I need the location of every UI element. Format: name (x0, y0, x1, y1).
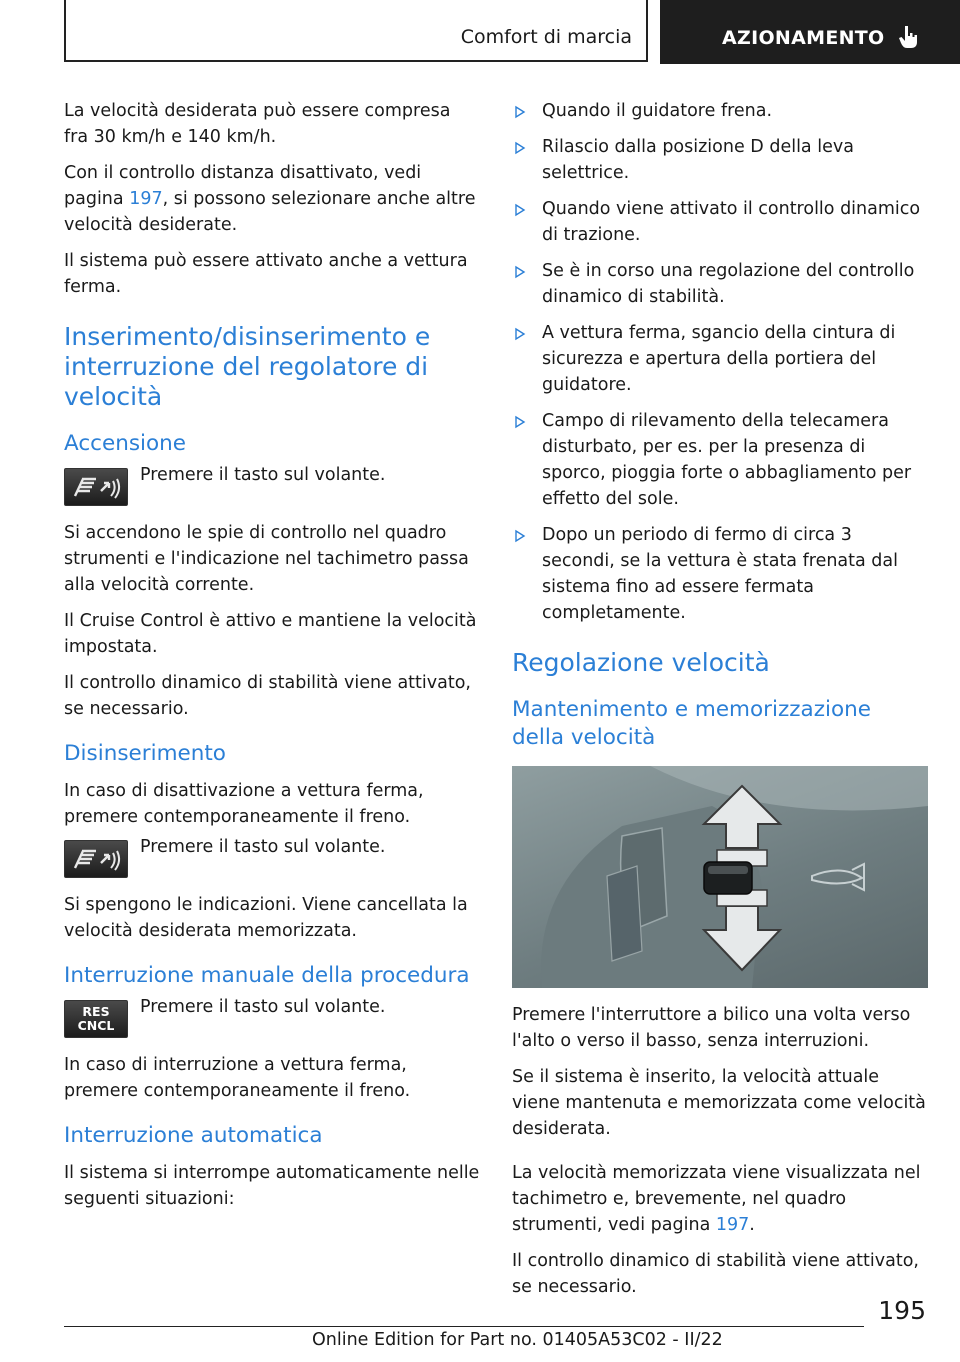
cruise-control-button-icon (64, 840, 128, 878)
paragraph-off-brake: In caso di disattivazione a vettura ferma, premere contemporaneamente il freno. (64, 781, 424, 827)
header-section-title: Comfort di marcia (460, 26, 632, 48)
triangle-bullet-icon (514, 529, 526, 543)
list-item: Dopo un periodo di fermo di circa 3 secondi, se la vettura è stata frenata dal sistema fino ad essere fermata completamente. (512, 522, 928, 626)
header-chapter-tab (660, 0, 960, 64)
triangle-bullet-icon (514, 265, 526, 279)
heading-switch-on: Accensione (64, 431, 187, 456)
list-item: A vettura ferma, sgancio della cintura di sicurezza e apertura della portiera del guidatore. (512, 320, 928, 398)
heading-switch-off: Disinserimento (64, 741, 226, 766)
hand-pointer-icon (896, 24, 922, 54)
triangle-bullet-icon (514, 203, 526, 217)
triangle-bullet-icon (514, 327, 526, 341)
heading-auto-interrupt: Interruzione automatica (64, 1123, 323, 1148)
cruise-control-button-icon (64, 468, 128, 506)
list-item: Campo di rilevamento della telecamera disturbato, per es. per la presenza di sporco, pioggia forte o abbagliamento per effetto del sole. (512, 408, 928, 512)
footer-edition: Online Edition for Part no. 01405A53C02 - II/22 (312, 1330, 723, 1350)
paragraph-stability-on-2: Il controllo dinamico di stabilità viene attivato, se necessario. (512, 1251, 919, 1297)
heading-manual-interrupt: Interruzione manuale della procedura (64, 963, 470, 988)
left-column (64, 98, 480, 1222)
page-number: 195 (878, 1296, 926, 1325)
instruction-switch-off (64, 837, 480, 878)
list-item: Quando viene attivato il controllo dinamico di trazione. (512, 196, 928, 248)
triangle-bullet-icon (514, 415, 526, 429)
interrupt-conditions-list (512, 98, 928, 626)
paragraph-stationary: Il sistema può essere attivato anche a vettura ferma. (64, 251, 468, 297)
paragraph-auto-interrupt: Il sistema si interrompe automaticamente nelle seguenti situazioni: (64, 1163, 480, 1209)
page-link-197[interactable]: 197 (129, 189, 163, 209)
list-item: Rilascio dalla posizione D della leva selettrice. (512, 134, 928, 186)
header-frame (64, 0, 648, 62)
paragraph-distance-control: Con il controllo distanza disattivato, vedi pagina 197, si possono selezionare anche altre velocità desiderate. (64, 163, 476, 235)
footer-divider (64, 1326, 864, 1327)
paragraph-speed-displayed: La velocità memorizzata viene visualizzata nel tachimetro e, brevemente, nel quadro strumenti, vedi pagina 197. (512, 1163, 921, 1235)
paragraph-stability-on: Il controllo dinamico di stabilità viene attivato, se necessario. (64, 673, 471, 719)
instruction-switch-on (64, 465, 480, 506)
triangle-bullet-icon (514, 141, 526, 155)
triangle-bullet-icon (514, 105, 526, 119)
right-column (512, 98, 928, 1310)
paragraph-cruise-active: Il Cruise Control è attivo e mantiene la velocità impostata. (64, 611, 477, 657)
list-item: Se è in corso una regolazione del controllo dinamico di stabilità. (512, 258, 928, 310)
page-link-197[interactable]: 197 (715, 1215, 750, 1235)
list-item: Quando il guidatore frena. (512, 98, 928, 124)
paragraph-speed-range: La velocità desiderata può essere compresa fra 30 km/h e 140 km/h. (64, 101, 451, 147)
heading-keep-store-speed: Mantenimento e memorizzazione della velocità (512, 697, 871, 750)
paragraph-indicators-on: Si accendono le spie di controllo nel quadro strumenti e l'indicazione nel tachimetro passa alla velocità corrente. (64, 523, 469, 595)
instruction-text: Premere il tasto sul volante. (140, 837, 386, 857)
paragraph-rocker-switch: Premere l'interruttore a bilico una volta verso l'alto o verso il basso, senza interruzioni. (512, 1005, 911, 1051)
instruction-text: Premere il tasto sul volante. (140, 997, 386, 1017)
paragraph-indicators-off: Si spengono le indicazioni. Viene cancellata la velocità desiderata memorizzata. (64, 895, 468, 941)
header-chapter-title: AZIONAMENTO (722, 27, 885, 49)
instruction-manual-interrupt (64, 997, 480, 1038)
heading-speed-regulation: Regolazione velocità (512, 648, 770, 677)
res-cncl-button-icon: RES CNCL (64, 1000, 128, 1038)
heading-cruise-control: Inserimento/disinserimento e interruzione del regolatore di velocità (64, 322, 431, 411)
paragraph-manual-brake: In caso di interruzione a vettura ferma, premere contemporaneamente il freno. (64, 1055, 411, 1101)
steering-wheel-rocker-photo (512, 766, 928, 988)
paragraph-speed-kept: Se il sistema è inserito, la velocità attuale viene mantenuta e memorizzata come velocità desiderata. (512, 1067, 926, 1139)
instruction-text: Premere il tasto sul volante. (140, 465, 386, 485)
